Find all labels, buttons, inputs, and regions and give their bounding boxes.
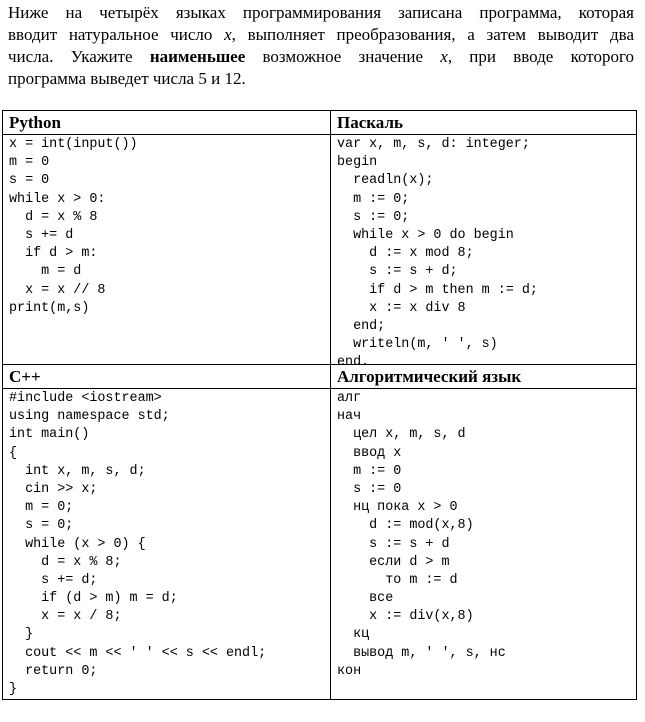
- pascal-code-cell: [331, 135, 637, 371]
- statement-text: , при вводе которого: [447, 47, 634, 66]
- code-line: var x, m, s, d: integer;: [337, 137, 530, 152]
- code-line: int x, m, s, d;: [9, 463, 146, 479]
- statement-line-2: [8, 24, 634, 46]
- code-line: x := x div 8: [337, 300, 466, 316]
- code-line: x = int(input()): [9, 137, 138, 152]
- cpp-code: [3, 389, 330, 699]
- python-code: [3, 135, 330, 364]
- pascal-code: [331, 135, 636, 371]
- code-line: s := 0;: [337, 209, 410, 225]
- code-line: x = x / 8;: [9, 609, 122, 625]
- emphasis-word: наименьшее: [149, 47, 246, 66]
- code-line: using namespace std;: [9, 409, 170, 425]
- code-line: end.: [337, 355, 370, 371]
- code-line: нц пока x > 0: [337, 500, 458, 516]
- code-line: begin: [337, 155, 378, 171]
- algo-header-cell: [331, 365, 637, 389]
- code-line: cin >> x;: [9, 481, 98, 497]
- code-line: x = x // 8: [9, 282, 106, 298]
- code-line: m = 0: [9, 155, 50, 171]
- cpp-code-cell: [3, 389, 331, 700]
- algo-code: [331, 389, 636, 699]
- code-line: x := div(x,8): [337, 609, 474, 625]
- variable-x: x: [224, 25, 232, 44]
- pascal-header-cell: [331, 111, 637, 135]
- code-line: print(m,s): [9, 300, 90, 316]
- cpp-title: C++: [9, 367, 41, 386]
- code-line: d := mod(x,8): [337, 518, 474, 534]
- code-line: cout << m << ' ' << s << endl;: [9, 645, 267, 661]
- code-line: кц: [337, 627, 370, 643]
- code-line: while x > 0:: [9, 191, 106, 207]
- code-line: s = 0;: [9, 518, 74, 534]
- code-line: все: [337, 591, 394, 607]
- code-line: while x > 0 do begin: [337, 227, 514, 243]
- code-line: writeln(m, ' ', s): [337, 337, 498, 353]
- variable-x: x: [440, 47, 448, 66]
- algo-title: Алгоритмический язык: [337, 367, 522, 386]
- code-line: int main(): [9, 427, 90, 443]
- code-line: s := s + d: [337, 536, 450, 552]
- statement-text: возможное значение: [245, 47, 441, 66]
- code-line: if d > m then m := d;: [337, 282, 538, 298]
- statement-line-4: программа выведет числа 5 и 12.: [8, 69, 246, 88]
- python-title: Python: [9, 113, 61, 132]
- code-line: s += d: [9, 227, 74, 243]
- code-line: readln(x);: [337, 173, 434, 189]
- code-line: d = x % 8;: [9, 554, 122, 570]
- code-line: d = x % 8: [9, 209, 98, 225]
- pascal-title: Паскаль: [337, 113, 403, 132]
- code-line: #include <iostream>: [9, 391, 162, 406]
- code-line: цел x, m, s, d: [337, 427, 466, 443]
- code-line: s = 0: [9, 173, 50, 189]
- code-line: нач: [337, 409, 362, 425]
- code-line: ввод x: [337, 445, 402, 461]
- code-line: while (x > 0) {: [9, 536, 146, 552]
- python-header-cell: [3, 111, 331, 135]
- code-line: вывод m, ' ', s, нс: [337, 645, 506, 661]
- algo-code-cell: [331, 389, 637, 700]
- code-line: if d > m:: [9, 246, 98, 262]
- code-line: end;: [337, 318, 386, 334]
- code-line: if (d > m) m = d;: [9, 591, 178, 607]
- statement-text: числа. Укажите: [8, 47, 150, 66]
- code-line: m := 0: [337, 463, 402, 479]
- code-line: то m := d: [337, 572, 458, 588]
- cpp-header-cell: [3, 365, 331, 389]
- code-line: }: [9, 682, 18, 697]
- code-line: кон: [337, 663, 362, 679]
- code-line: m = 0;: [9, 500, 74, 516]
- code-line: s += d;: [9, 572, 98, 588]
- statement-text: вводит натуральное число: [8, 25, 225, 44]
- code-line: }: [9, 627, 34, 643]
- code-line: m = d: [9, 264, 82, 280]
- task-statement: [8, 2, 634, 90]
- code-line: s := s + d;: [337, 264, 458, 280]
- code-line: d := x mod 8;: [337, 246, 474, 262]
- code-comparison-table: [2, 110, 637, 700]
- code-line: return 0;: [9, 663, 98, 679]
- statement-line-3: [8, 46, 634, 68]
- code-line: если d > m: [337, 554, 450, 570]
- code-line: алг: [337, 391, 362, 406]
- code-line: {: [9, 445, 18, 461]
- statement-text: , выполняет преобразования, а затем выводит два: [231, 25, 634, 44]
- code-line: s := 0: [337, 481, 402, 497]
- statement-line-1: Ниже на четырёх языках программирования записана программа, которая: [8, 3, 634, 22]
- python-code-cell: [3, 135, 331, 365]
- code-line: m := 0;: [337, 191, 410, 207]
